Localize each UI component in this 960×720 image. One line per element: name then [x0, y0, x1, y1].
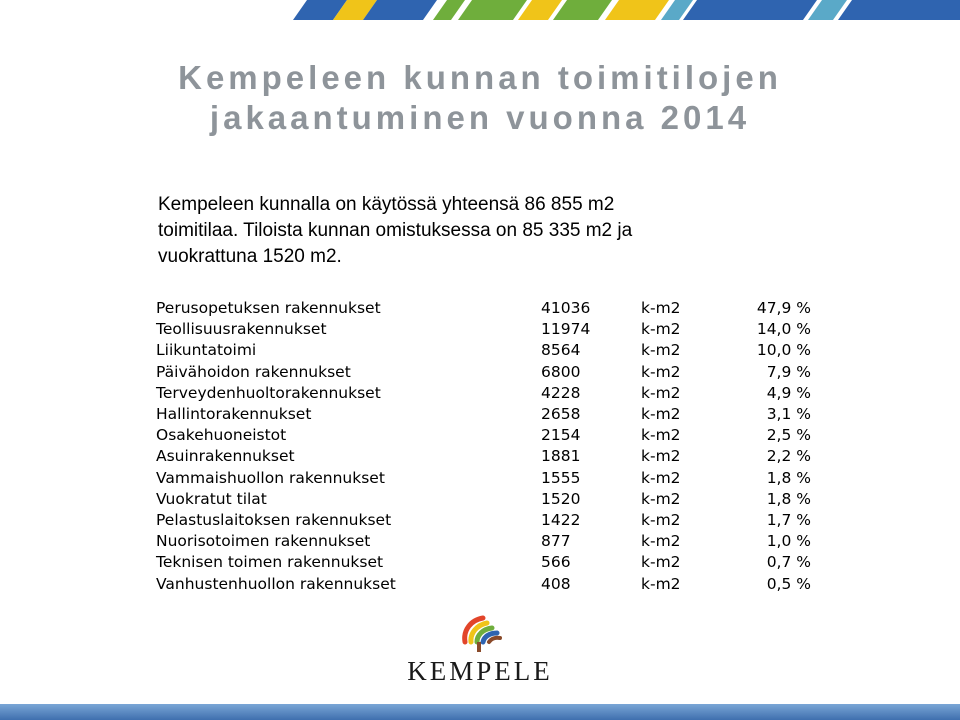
row-name: Teollisuusrakennukset — [156, 320, 327, 339]
row-unit: k-m2 — [641, 405, 681, 424]
row-percent: 1,0 % — [766, 532, 811, 551]
row-percent: 14,0 % — [756, 320, 811, 339]
table-row — [152, 531, 811, 552]
row-unit: k-m2 — [641, 362, 681, 381]
kempele-logo — [400, 612, 560, 692]
row-name: Hallintorakennukset — [156, 405, 312, 424]
row-area: 41036 — [541, 299, 591, 317]
row-name: Pelastuslaitoksen rakennukset — [156, 511, 392, 530]
row-area: 877 — [541, 532, 571, 551]
row-area: 4228 — [541, 383, 581, 402]
row-area: 8564 — [541, 341, 581, 360]
row-unit: k-m2 — [641, 574, 681, 593]
row-unit: k-m2 — [641, 489, 681, 508]
table-row — [152, 383, 811, 404]
row-area: 6800 — [541, 362, 581, 381]
title-line-1: Kempeleen kunnan toimitilojen — [178, 59, 782, 96]
row-area: 2658 — [541, 405, 581, 424]
row-name: Päivähoidon rakennukset — [156, 362, 351, 381]
table-row — [152, 510, 811, 531]
logo-text: KEMPELE — [407, 656, 553, 686]
row-percent: 2,5 % — [766, 426, 811, 445]
row-name: Vuokratut tilat — [156, 489, 267, 508]
row-area: 1555 — [541, 468, 581, 487]
row-area: 11974 — [541, 320, 591, 339]
row-unit: k-m2 — [641, 511, 681, 530]
row-percent: 1,8 % — [766, 489, 811, 508]
row-percent: 4,9 % — [766, 383, 811, 402]
top-decorative-stripe — [0, 0, 960, 20]
intro-paragraph — [158, 192, 798, 270]
row-percent: 1,8 % — [766, 468, 811, 487]
intro-line-1: Kempeleen kunnalla on käytössä yhteensä 86 855 m2 — [158, 194, 615, 215]
bottom-decorative-band — [0, 704, 960, 720]
row-percent: 0,7 % — [766, 553, 811, 572]
row-name: Terveydenhuoltorakennukset — [156, 383, 381, 402]
row-percent: 1,7 % — [766, 511, 811, 530]
row-percent: 7,9 % — [766, 362, 811, 381]
table-row — [152, 574, 811, 595]
table-row — [152, 319, 811, 340]
row-unit: k-m2 — [641, 553, 681, 572]
table-row — [152, 446, 811, 467]
page-title — [0, 58, 960, 138]
table-body — [152, 298, 811, 595]
row-area: 408 — [541, 574, 571, 593]
row-area: 1881 — [541, 447, 581, 466]
row-unit: k-m2 — [641, 383, 681, 402]
row-unit: k-m2 — [641, 447, 681, 466]
table-row — [152, 362, 811, 383]
row-unit: k-m2 — [641, 299, 681, 317]
row-name: Teknisen toimen rakennukset — [156, 553, 384, 572]
title-line-2: jakaantuminen vuonna 2014 — [209, 99, 751, 136]
row-area: 566 — [541, 553, 571, 572]
row-name: Liikuntatoimi — [156, 341, 257, 360]
row-name: Osakehuoneistot — [156, 426, 287, 445]
row-name: Vanhustenhuollon rakennukset — [156, 574, 396, 593]
row-name: Vammaishuollon rakennukset — [156, 468, 385, 487]
table-row — [152, 298, 811, 319]
row-unit: k-m2 — [641, 532, 681, 551]
row-name: Perusopetuksen rakennukset — [156, 299, 381, 317]
row-area: 1422 — [541, 511, 581, 530]
row-area: 2154 — [541, 426, 581, 445]
kempele-tree-icon — [457, 612, 503, 654]
row-percent: 47,9 % — [756, 299, 811, 317]
row-unit: k-m2 — [641, 341, 681, 360]
row-name: Asuinrakennukset — [156, 447, 295, 466]
intro-line-2: toimitilaa. Tiloista kunnan omistuksessa on 85 335 m2 ja — [158, 220, 633, 241]
table-row — [152, 468, 811, 489]
table-row — [152, 340, 811, 361]
table-row — [152, 489, 811, 510]
table-row — [152, 404, 811, 425]
intro-line-3: vuokrattuna 1520 m2. — [158, 246, 342, 267]
row-percent: 0,5 % — [766, 574, 811, 593]
row-percent: 3,1 % — [766, 405, 811, 424]
row-unit: k-m2 — [641, 468, 681, 487]
row-unit: k-m2 — [641, 426, 681, 445]
table-row — [152, 425, 811, 446]
row-percent: 2,2 % — [766, 447, 811, 466]
table-row — [152, 552, 811, 573]
row-name: Nuorisotoimen rakennukset — [156, 532, 371, 551]
row-area: 1520 — [541, 489, 581, 508]
facility-area-table — [152, 298, 811, 595]
row-unit: k-m2 — [641, 320, 681, 339]
row-percent: 10,0 % — [756, 341, 811, 360]
